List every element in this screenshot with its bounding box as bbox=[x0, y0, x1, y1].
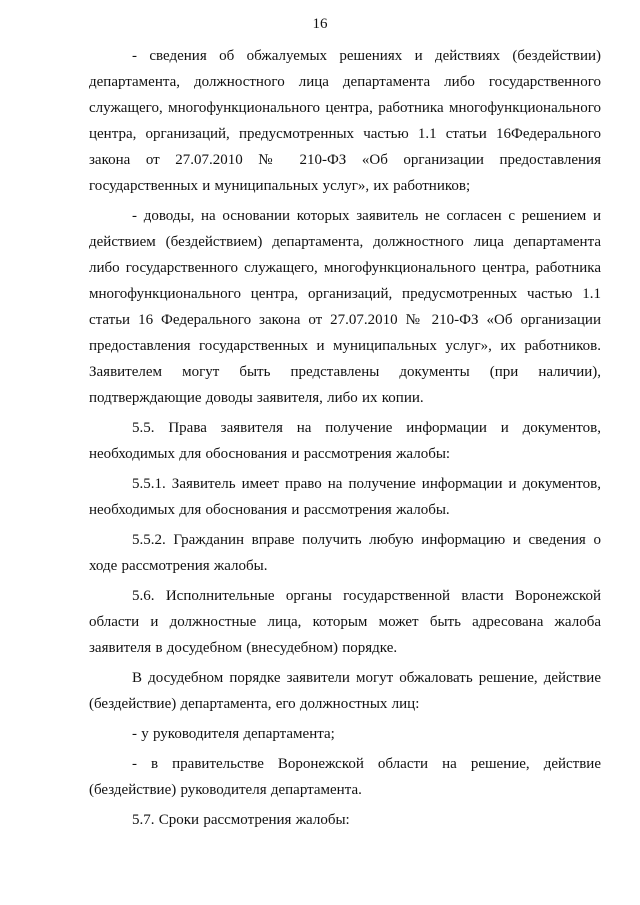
paragraph-section-5-6: 5.6. Исполнительные органы государственной власти Воронежской области и должностные лица, которым может быть адресована жалоба заявителя в досудебном (внесудебном) порядке. bbox=[89, 588, 601, 656]
paragraph-section-5-5-1: 5.5.1. Заявитель имеет право на получение информации и документов, необходимых для обоснования и рассмотрения жалобы. bbox=[89, 476, 601, 518]
page-number: 16 bbox=[312, 16, 328, 32]
paragraph-section-5-7: 5.7. Сроки рассмотрения жалобы: bbox=[132, 812, 350, 828]
list-item-government: - в правительстве Воронежской области на решение, действие (бездействие) руководителя департамента. bbox=[89, 756, 601, 798]
paragraph-pretrial-appeal: В досудебном порядке заявители могут обжаловать решение, действие (бездействие) департамента, его должностных лиц: bbox=[89, 670, 601, 712]
paragraph-section-5-5-2: 5.5.2. Гражданин вправе получить любую информацию и сведения о ходе рассмотрения жалобы. bbox=[89, 532, 601, 574]
list-item-department-head: - у руководителя департамента; bbox=[132, 726, 335, 742]
paragraph-section-5-5: 5.5. Права заявителя на получение информации и документов, необходимых для обоснования и рассмотрения жалобы: bbox=[89, 420, 601, 462]
paragraph-complaint-arguments: - доводы, на основании которых заявитель не согласен с решением и действием (бездействием) департамента, должностного лица департамента либо государственного служащего, многофункционального центра, работника многофункционального центра, организаций, предусмотренных частью 1.1 статьи 16 Федерального закона от 27.07.2010 № 210-ФЗ «Об организации предоставления государственных и муниципальных услуг», их работников. Заявителем могут быть представлены документы (при наличии), подтверждающие доводы заявителя, либо их копии. bbox=[89, 208, 601, 406]
document-body bbox=[89, 43, 601, 837]
paragraph-complaint-subject: - сведения об обжалуемых решениях и действиях (бездействии) департамента, должностного лица департамента либо государственного служащего, многофункционального центра, работника многофункционального центра, организаций, предусмотренных частью 1.1 статьи 16Федерального закона от 27.07.2010 № 210-ФЗ «Об организации предоставления государственных и муниципальных услуг», их работников; bbox=[89, 48, 601, 194]
